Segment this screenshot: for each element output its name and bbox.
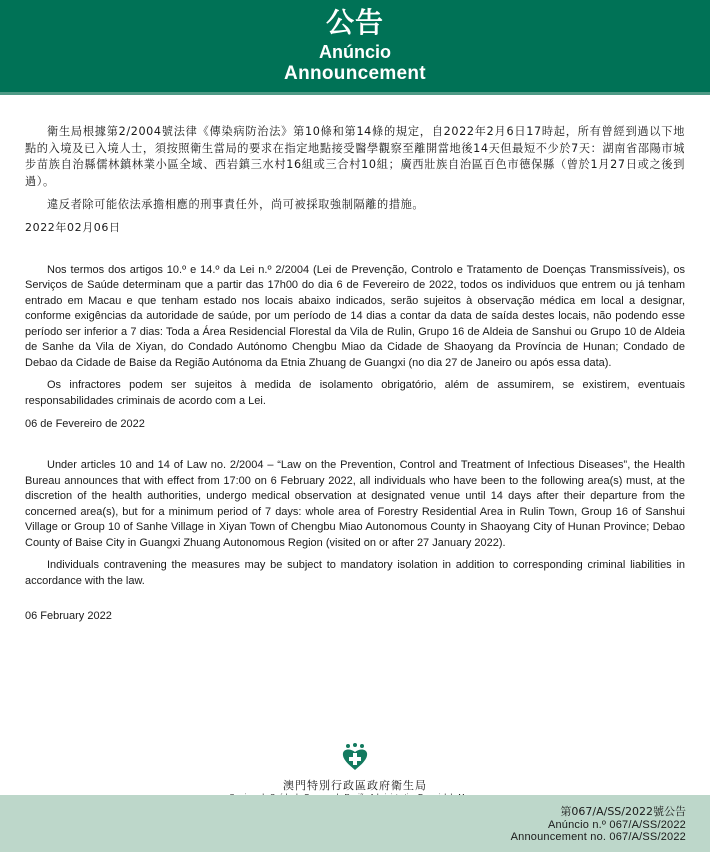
announcement-header (0, 0, 710, 95)
english-paragraph-2: Individuals contravening the measures may be subject to mandatory isolation in addition to corresponding criminal liabilities in accordance with the law. (25, 559, 685, 587)
announcement-body (25, 124, 685, 624)
reference-english: Announcement no. 067/A/SS/2022 (510, 831, 686, 843)
title-chinese: 公告 (325, 6, 384, 39)
reference-chinese: 第067/A/SS/2022號公告 (560, 805, 686, 818)
portuguese-paragraph-2: Os infractores podem ser sujeitos à medida de isolamento obrigatório, além de assumirem, se existirem, eventuais responsabilidades criminais de acordo com a Lei. (25, 379, 685, 407)
chinese-paragraph-2: 違反者除可能依法承擔相應的刑事責任外，尚可被採取強制隔離的措施。 (47, 198, 425, 211)
health-bureau-logo-icon (340, 742, 370, 772)
portuguese-paragraph-1: Nos termos dos artigos 10.º e 14.º da Lei n.º 2/2004 (Lei de Prevenção, Controlo e Tratamento de Doenças Transmissíveis), os Serviços de Saúde determinam que a partir das 17h00 do dia 6 de Fevereiro de 2022, todos os individuos que entrem ou já tenham entrado em Macau e que tenham estado nos locais abaixo indicados, serão sujeitos à observação médica em local a designar, conforme exigências da autoridade de saúde, por um período de 14 dias a contar da data de saída destes locais, não podendo esse período ser inferior a 7 dias: Toda a Área Residencial Florestal da Vila de Rulin, Grupo 16 de Aldeia de Sanshui ou Grupo 10 de Aldeia de Sanhe da Vila de Xiyan, do Condado Autónomo Chengbu Miao da Cidade de Shaoyang da Província de Hunan; Condado de Debao da Cidade de Baise da Região Autónoma da Etnia Zhuang de Guangxi (no dia 27 de Janeiro ou após essa data). (25, 263, 685, 369)
english-paragraph-1: Under articles 10 and 14 of Law no. 2/2004 – “Law on the Prevention, Control and Treatment of Infectious Diseases”, the Health Bureau announces that with effect from 17:00 on 6 February 2022, all individuals who have been to the following area(s) must, at the discretion of the health authorities, undergo medical observation at designated venue until 14 days after their departure from the concerned area(s), but for a minimum period of 7 days: whole area of Forestry Residential Area in Rulin Town, Group 16 of Sanshui Village or Group 10 of Sanhe Village in Xiyan Town of Chengbu Miao Autonomous County in Shaoyang City of Hunan Province; Debao County of Baise City in Guangxi Zhuang Autonomous Region (visited on or after 27 January 2022). (25, 459, 685, 549)
portuguese-date: 06 de Fevereiro de 2022 (25, 418, 145, 430)
issuer-block (200, 742, 510, 801)
issuer-name-chinese: 澳門特別行政區政府衛生局 (283, 779, 427, 792)
chinese-date: 2022年02月06日 (25, 220, 121, 234)
english-date: 06 February 2022 (25, 610, 112, 622)
reference-footer (0, 795, 710, 852)
reference-portuguese: Anúncio n.º 067/A/SS/2022 (547, 819, 686, 831)
title-portuguese: Anúncio (319, 42, 391, 62)
title-english: Announcement (284, 63, 426, 84)
chinese-paragraph-1: 衛生局根據第2/2004號法律《傳染病防治法》第10條和第14條的規定，自2022年2月6日17時起，所有曾經到過以下地點的入境及已入境人士，須按照衛生當局的要求在指定地點接受醫學觀察至離開當地後14天但最短不少於7天：湖南省邵陽市城步苗族自治縣儒林鎮林業小區全域、西岩鎮三水村16組或三合村10組；廣西壯族自治區百色市德保縣（曾於1月27日或之後到過）。 (25, 125, 685, 188)
